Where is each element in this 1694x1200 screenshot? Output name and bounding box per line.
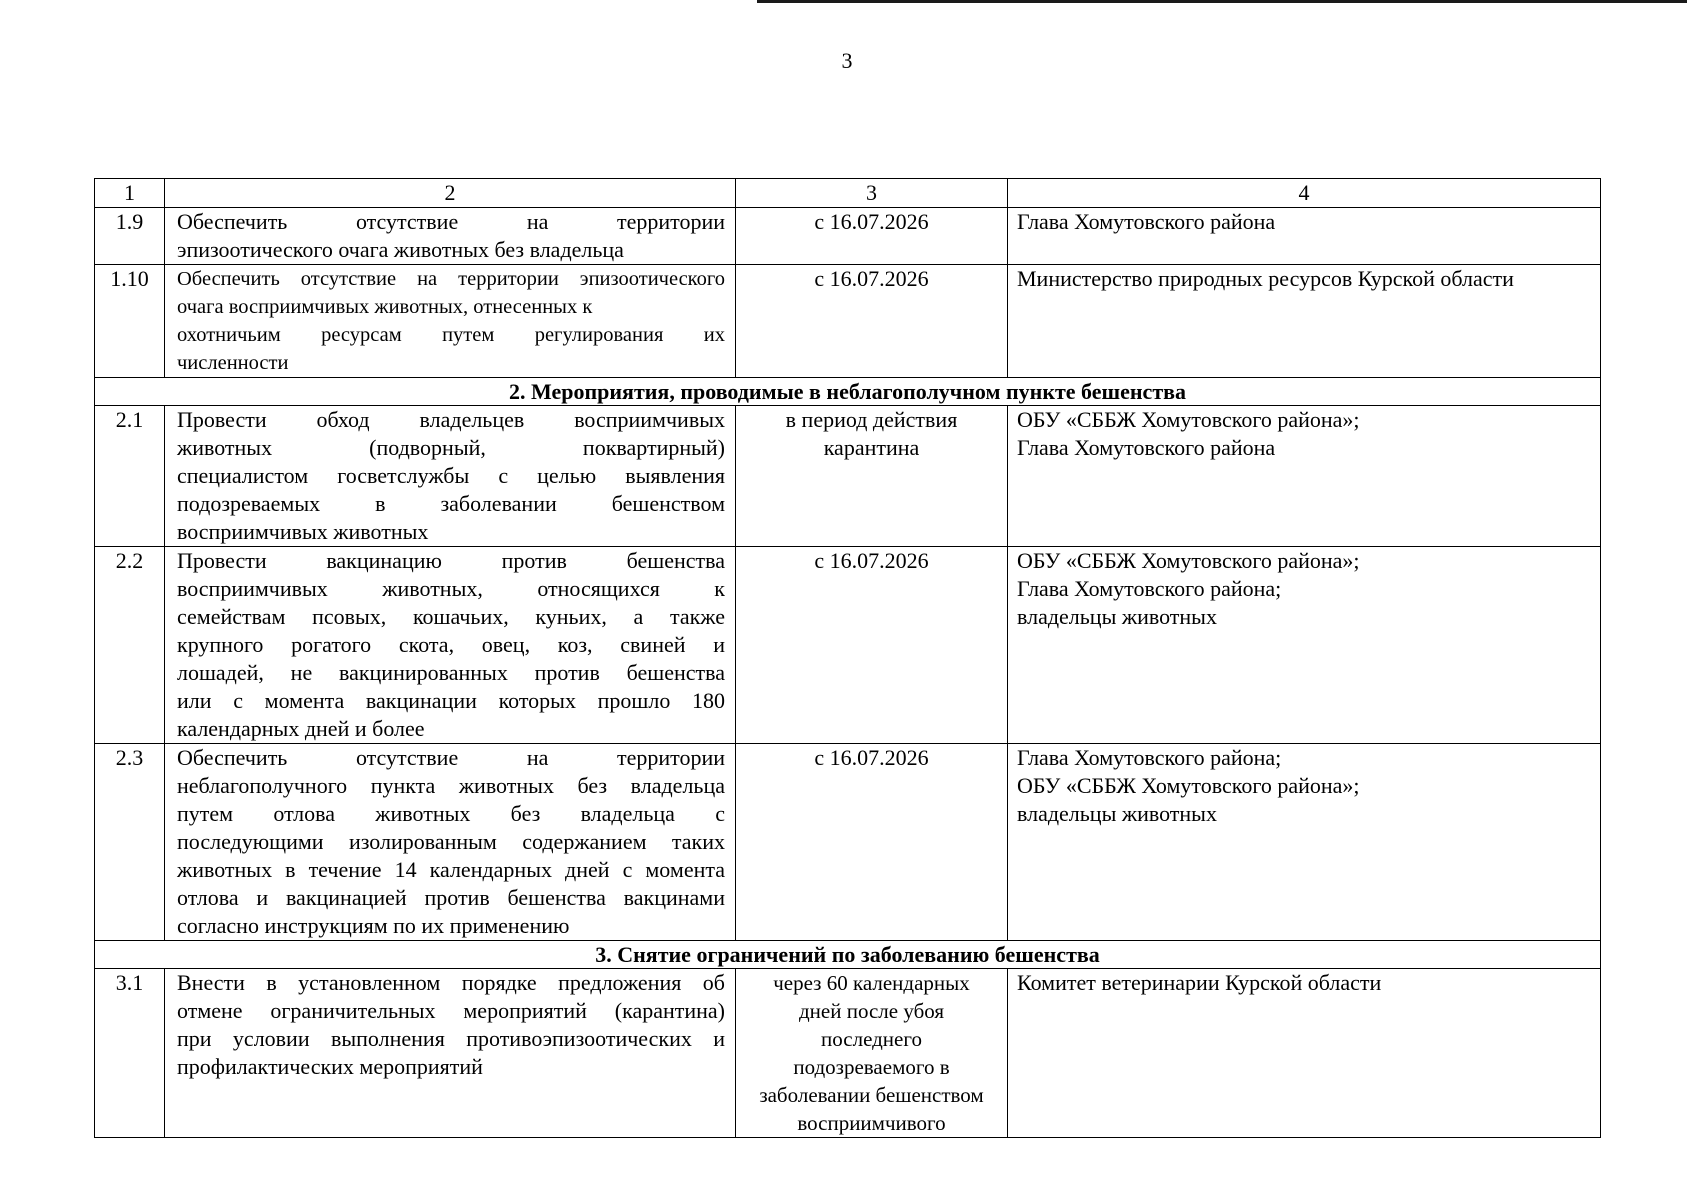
table-row [95,406,1601,547]
table-row [95,265,1601,378]
term [736,969,1008,1138]
measures-table [94,178,1601,1138]
row-number: 2.1 [95,406,165,547]
responsible: Министерство природных ресурсов Курской области [1008,265,1601,378]
text-line: согласно инструкциям по их применению [177,913,570,938]
responsible-line: Глава Хомутовского района; [1017,576,1282,601]
table-header-row [95,179,1601,208]
row-number: 2.3 [95,744,165,941]
header-col-1: 1 [95,179,165,208]
text-line: путем отлова животных без владельца с [177,801,725,826]
responsible-line: ОБУ «СББЖ Хомутовского района»; [1017,773,1360,798]
term-line: дней после убоя [798,999,945,1023]
measure-text [165,208,736,265]
responsible-line: ОБУ «СББЖ Хомутовского района»; [1017,407,1360,432]
text-line: эпизоотического очага животных без владельца [177,237,624,262]
section-heading-row [95,941,1601,969]
page-number: 3 [841,48,853,73]
text-line: Внести в установленном порядке предложения об [177,970,725,995]
text-line: Обеспечить отсутствие на территории [177,209,725,234]
measure-text [165,969,736,1138]
text-line: восприимчивых животных [177,519,429,544]
header-col-4: 4 [1008,179,1601,208]
text-line: животных в течение 14 календарных дней с момента [177,857,725,882]
term-line: последнего [821,1027,922,1051]
header-col-3: 3 [736,179,1008,208]
row-number: 3.1 [95,969,165,1138]
section-heading: 3. Снятие ограничений по заболеванию бешенства [95,941,1601,969]
text-line: календарных дней и более [177,716,425,741]
text-line: отмене ограничительных мероприятий (карантина) [177,998,725,1023]
text-line: Обеспечить отсутствие на территории эпизоотического [177,268,725,290]
text-line: профилактических мероприятий [177,1054,483,1079]
text-line: численности [177,352,289,374]
term-line: в период действия [785,407,958,432]
table-row [95,744,1601,941]
table-row [95,969,1601,1138]
text-line: Провести обход владельцев восприимчивых [177,407,725,432]
text-line: животных (подворный, поквартирный) [177,435,725,460]
header-col-2: 2 [165,179,736,208]
text-line: лошадей, не вакцинированных против бешенства [177,660,725,685]
responsible: Комитет ветеринарии Курской области [1008,969,1601,1138]
text-line: при условии выполнения противоэпизоотических и [177,1026,725,1051]
responsible-line: Глава Хомутовского района [1017,435,1276,460]
term-line: заболевании бешенством [759,1083,984,1107]
table-row [95,547,1601,744]
text-line: последующими изолированным содержанием таких [177,829,725,854]
responsible-line: Глава Хомутовского района; [1017,745,1282,770]
responsible [1008,547,1601,744]
responsible: Глава Хомутовского района [1008,208,1601,265]
term-line: восприимчивого [797,1111,946,1135]
top-rule [757,0,1687,3]
responsible-line: ОБУ «СББЖ Хомутовского района»; [1017,548,1360,573]
text-line: восприимчивых животных, относящихся к [177,576,725,601]
section-heading: 2. Мероприятия, проводимые в неблагополучном пункте бешенства [95,378,1601,406]
term-line: через 60 календарных [773,971,970,995]
text-line: Обеспечить отсутствие на территории [177,745,725,770]
text-line: семействам псовых, кошачьих, куньих, а также [177,604,725,629]
responsible [1008,406,1601,547]
text-line: или с момента вакцинации которых прошло 180 [177,688,725,713]
term: с 16.07.2026 [736,208,1008,265]
row-number: 1.9 [95,208,165,265]
measure-text [165,406,736,547]
measure-text [165,744,736,941]
text-line: специалистом госветслужбы с целью выявления [177,463,725,488]
measure-text [165,547,736,744]
term [736,406,1008,547]
responsible-line: владельцы животных [1017,801,1217,826]
term: с 16.07.2026 [736,744,1008,941]
responsible-line: владельцы животных [1017,604,1217,629]
row-number: 1.10 [95,265,165,378]
text-line: очага восприимчивых животных, отнесенных к [177,296,593,318]
text-line: Провести вакцинацию против бешенства [177,548,725,573]
text-line: подозреваемых в заболевании бешенством [177,491,725,516]
text-line: крупного рогатого скота, овец, коз, свиней и [177,632,725,657]
term-line: карантина [823,435,920,460]
text-line: неблагополучного пункта животных без владельца [177,773,725,798]
responsible [1008,744,1601,941]
row-number: 2.2 [95,547,165,744]
term-line: подозреваемого в [793,1055,950,1079]
text-line: охотничьим ресурсам путем регулирования их [177,324,725,346]
term: с 16.07.2026 [736,265,1008,378]
term: с 16.07.2026 [736,547,1008,744]
section-heading-row [95,378,1601,406]
table-row [95,208,1601,265]
text-line: отлова и вакцинацией против бешенства вакцинами [177,885,725,910]
measure-text [165,265,736,378]
